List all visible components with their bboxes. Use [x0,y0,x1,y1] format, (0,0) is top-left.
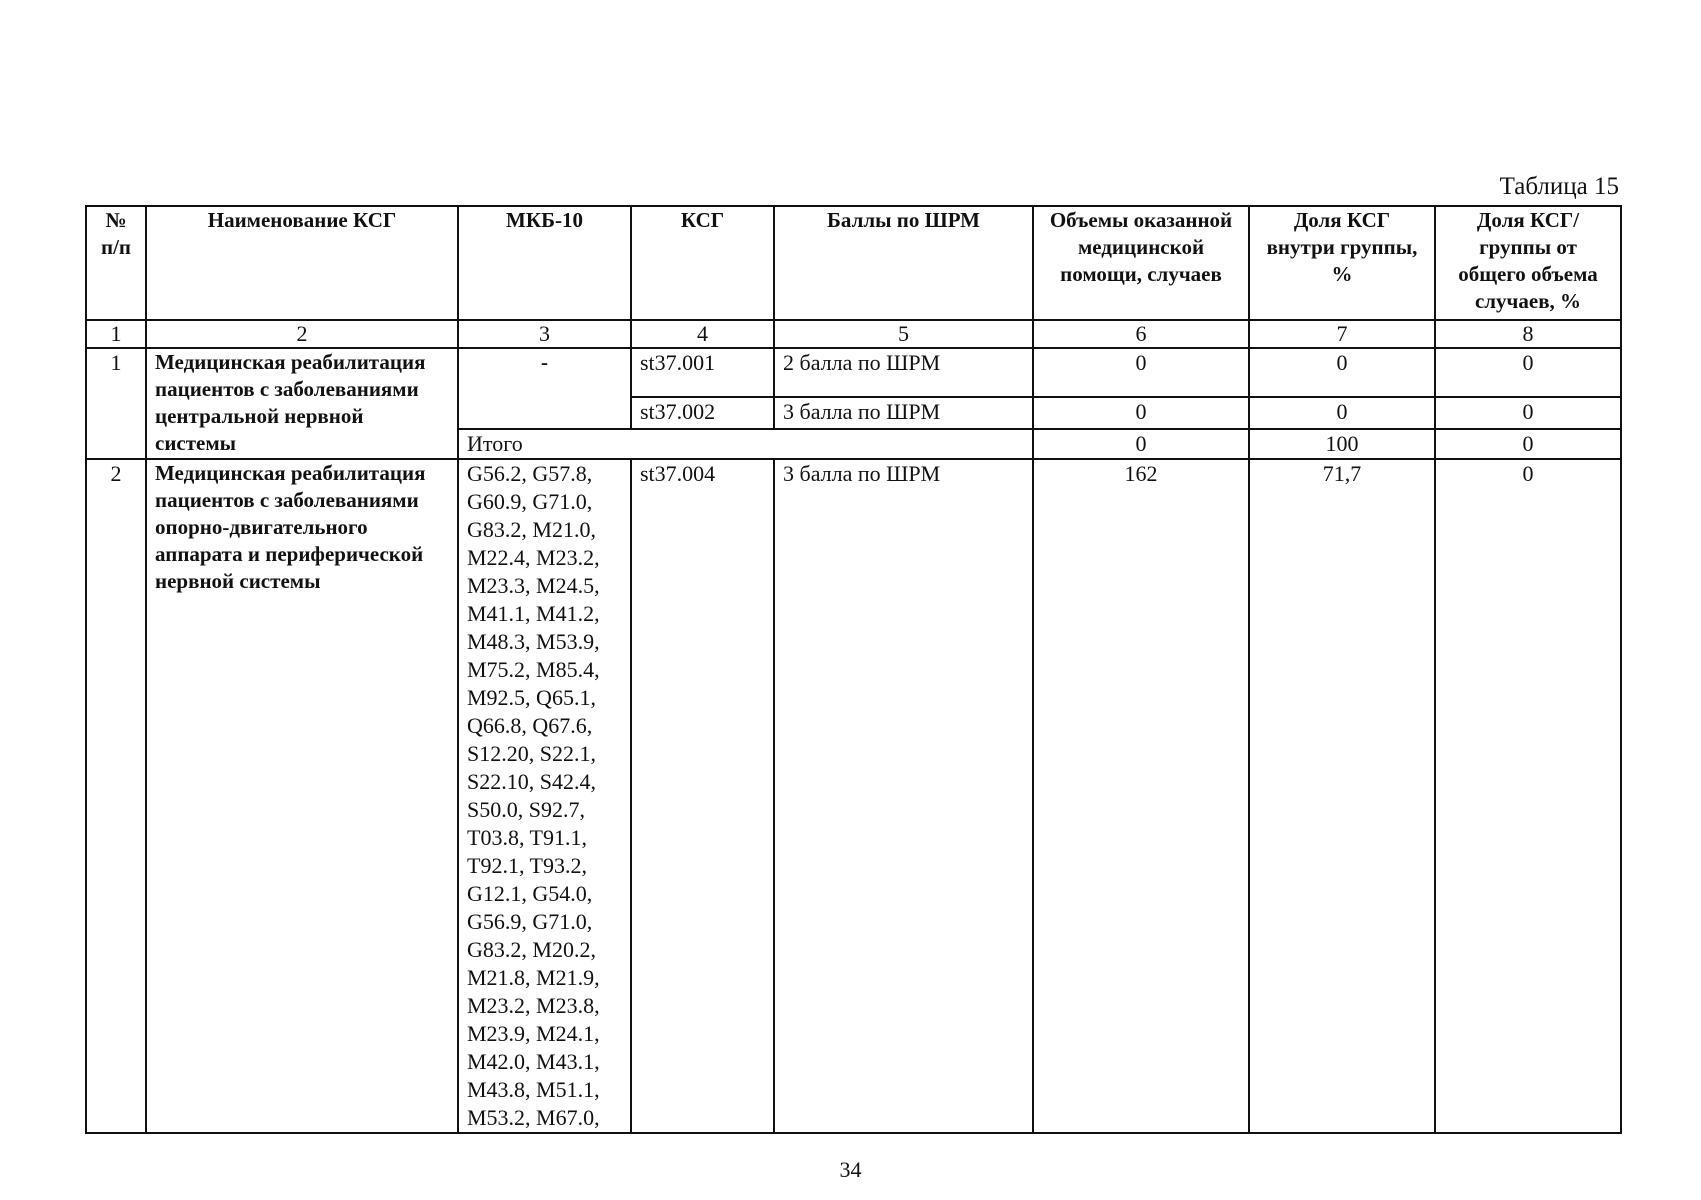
mkb-codes: - [458,348,631,429]
column-number: 4 [631,320,774,348]
volume-cases: 0 [1033,397,1249,429]
total-share-total: 0 [1435,429,1621,459]
table-row [86,348,1621,397]
share-total: 0 [1435,397,1621,429]
column-number: 5 [774,320,1033,348]
volume-cases: 162 [1033,459,1249,1133]
header-cell-no: № п/п [86,206,146,320]
ksg-table [85,205,1622,1134]
column-number: 2 [146,320,458,348]
column-number-row [86,320,1621,348]
shrm-score: 3 балла по ШРМ [774,397,1033,429]
total-volume: 0 [1033,429,1249,459]
header-row [86,206,1621,320]
share-in-group: 0 [1249,397,1435,429]
page-number: 34 [839,1157,862,1182]
column-number: 8 [1435,320,1621,348]
header-cell-ksg-name: Наименование КСГ [146,206,458,320]
shrm-score: 3 балла по ШРМ [774,459,1033,1133]
table-caption: Таблица 15 [1499,173,1619,200]
share-in-group: 71,7 [1249,459,1435,1133]
header-cell-share-total: Доля КСГ/ группы от общего объема случаев, % [1435,206,1621,320]
total-label: Итого [458,429,1033,459]
header-cell-volume: Объемы оказанной медицинской помощи, случаев [1033,206,1249,320]
column-number: 1 [86,320,146,348]
share-total: 0 [1435,459,1621,1133]
column-number: 6 [1033,320,1249,348]
share-total: 0 [1435,348,1621,397]
table-row [86,459,1621,1133]
volume-cases: 0 [1033,348,1249,397]
shrm-score: 2 балла по ШРМ [774,348,1033,397]
ksg-group-name: Медицинская реабилитация пациентов с заболеваниями центральной нервной системы [146,348,458,459]
header-cell-share-in-group: Доля КСГ внутри группы, % [1249,206,1435,320]
ksg-code: st37.002 [631,397,774,429]
row-number: 2 [86,459,146,1133]
header-cell-ksg: КСГ [631,206,774,320]
column-number: 3 [458,320,631,348]
header-cell-score: Баллы по ШРМ [774,206,1033,320]
header-cell-mkb: МКБ-10 [458,206,631,320]
share-in-group: 0 [1249,348,1435,397]
ksg-code: st37.004 [631,459,774,1133]
total-share-in-group: 100 [1249,429,1435,459]
column-number: 7 [1249,320,1435,348]
row-number: 1 [86,348,146,459]
ksg-group-name: Медицинская реабилитация пациентов с заболеваниями опорно-двигательного аппарата и периферической нервной системы [146,459,458,1133]
ksg-code: st37.001 [631,348,774,397]
mkb-codes: G56.2, G57.8, G60.9, G71.0, G83.2, M21.0, M22.4, M23.2, M23.3, M24.5, M41.1, M41.2, M48.3, M53.9, M75.2, M85.4, M92.5, Q65.1, Q66.8, Q67.6, S12.20, S22.1, S22.10, S42.4, S50.0, S92.7, T03.8, T91.1, T92.1, T93.2, G12.1, G54.0, G56.9, G71.0, G83.2, M20.2, M21.8, M21.9, M23.2, M23.8, M23.9, M24.1, M42.0, M43.1, M43.8, M51.1, M53.2, M67.0, [458,459,631,1133]
